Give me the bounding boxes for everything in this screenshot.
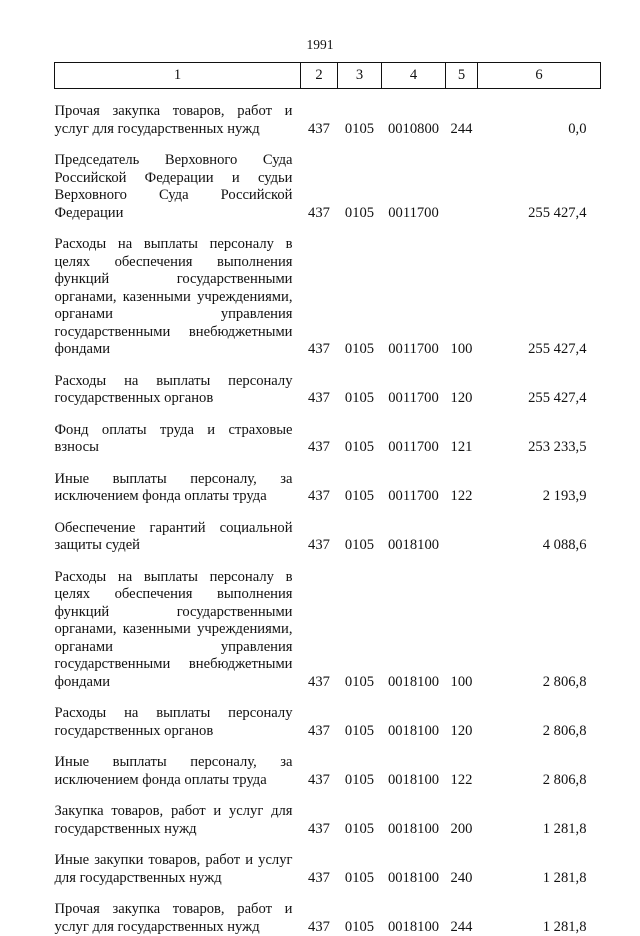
row-name-line: Прочая закупка товаров, работ и bbox=[55, 901, 293, 917]
page-number: 1991 bbox=[0, 37, 640, 53]
row-name bbox=[55, 852, 301, 887]
row-section-code: 0105 bbox=[338, 152, 382, 222]
row-name-line: Прочая закупка товаров, работ и bbox=[55, 103, 293, 119]
row-section-code: 0105 bbox=[338, 422, 382, 457]
column-header-6: 6 bbox=[478, 63, 601, 89]
row-name-line: управления государственными bbox=[55, 639, 293, 673]
column-header-3: 3 bbox=[338, 63, 382, 89]
row-section-code: 0105 bbox=[338, 520, 382, 555]
table-header-row bbox=[55, 63, 601, 89]
row-name-line: целях обеспечения выполнения bbox=[55, 254, 293, 270]
row-name-line: государственных нужд bbox=[55, 821, 197, 837]
row-target-code: 0018100 bbox=[382, 520, 446, 555]
row-ministry-code: 437 bbox=[301, 803, 338, 838]
row-spacer bbox=[55, 408, 601, 422]
row-spacer bbox=[55, 740, 601, 754]
table-row bbox=[55, 373, 601, 408]
row-expense-code: 121 bbox=[446, 422, 478, 457]
column-header-1: 1 bbox=[55, 63, 301, 89]
row-name-line: Расходы на выплаты персоналу в bbox=[55, 569, 293, 585]
row-name bbox=[55, 471, 301, 506]
row-name bbox=[55, 705, 301, 740]
row-name bbox=[55, 422, 301, 457]
row-expense-code: 244 bbox=[446, 901, 478, 936]
row-ministry-code: 437 bbox=[301, 422, 338, 457]
row-name-line: Обеспечение гарантий социальной bbox=[55, 520, 293, 536]
row-name-line: Расходы на выплаты персоналу в bbox=[55, 236, 293, 252]
row-ministry-code: 437 bbox=[301, 520, 338, 555]
row-name bbox=[55, 152, 301, 222]
row-target-code: 0018100 bbox=[382, 803, 446, 838]
row-expense-code: 122 bbox=[446, 471, 478, 506]
row-expense-code: 120 bbox=[446, 373, 478, 408]
row-name-line: Расходы на выплаты персоналу bbox=[55, 373, 293, 389]
row-name-line: Председатель Верховного Суда bbox=[55, 152, 293, 168]
row-section-code: 0105 bbox=[338, 705, 382, 740]
row-spacer bbox=[55, 457, 601, 471]
row-ministry-code: 437 bbox=[301, 901, 338, 936]
row-expense-code: 100 bbox=[446, 236, 478, 359]
row-target-code: 0018100 bbox=[382, 705, 446, 740]
table-body bbox=[55, 89, 601, 936]
row-name bbox=[55, 803, 301, 838]
row-target-code: 0018100 bbox=[382, 852, 446, 887]
row-amount: 255 427,4 bbox=[478, 236, 601, 359]
row-name-line: государственных органов bbox=[55, 723, 214, 739]
row-amount: 2 806,8 bbox=[478, 569, 601, 692]
row-name-line: органами, казенными bbox=[55, 621, 191, 637]
row-amount: 2 806,8 bbox=[478, 705, 601, 740]
row-target-code: 0018100 bbox=[382, 569, 446, 692]
row-name-line: внебюджетными фондами bbox=[55, 324, 293, 358]
row-section-code: 0105 bbox=[338, 373, 382, 408]
row-expense-code bbox=[446, 152, 478, 222]
row-amount: 4 088,6 bbox=[478, 520, 601, 555]
row-spacer bbox=[55, 691, 601, 705]
row-name-line: исключением фонда оплаты труда bbox=[55, 488, 267, 504]
row-amount: 255 427,4 bbox=[478, 152, 601, 222]
row-ministry-code: 437 bbox=[301, 754, 338, 789]
table-row bbox=[55, 236, 601, 359]
row-target-code: 0011700 bbox=[382, 422, 446, 457]
row-ministry-code: 437 bbox=[301, 705, 338, 740]
row-target-code: 0011700 bbox=[382, 373, 446, 408]
row-target-code: 0018100 bbox=[382, 754, 446, 789]
row-name-line: Федерации bbox=[55, 205, 124, 221]
row-spacer bbox=[55, 89, 601, 104]
table-row bbox=[55, 803, 601, 838]
row-spacer bbox=[55, 222, 601, 236]
row-section-code: 0105 bbox=[338, 901, 382, 936]
row-ministry-code: 437 bbox=[301, 373, 338, 408]
row-name-line: Иные закупки товаров, работ и услуг bbox=[55, 852, 293, 868]
row-name bbox=[55, 754, 301, 789]
row-amount: 1 281,8 bbox=[478, 803, 601, 838]
row-amount: 2 806,8 bbox=[478, 754, 601, 789]
row-name-line: Российской Федерации и судьи bbox=[55, 170, 293, 186]
row-name-line: учреждениями, органами bbox=[55, 289, 293, 323]
row-name-line: Иные выплаты персоналу, за bbox=[55, 754, 293, 770]
row-amount: 0,0 bbox=[478, 103, 601, 138]
row-name-line: услуг для государственных нужд bbox=[55, 121, 260, 137]
row-expense-code bbox=[446, 520, 478, 555]
row-ministry-code: 437 bbox=[301, 569, 338, 692]
row-name-line: исключением фонда оплаты труда bbox=[55, 772, 267, 788]
row-name-line: услуг для государственных нужд bbox=[55, 919, 260, 935]
row-name-line: взносы bbox=[55, 439, 99, 455]
row-name-line: управления государственными bbox=[55, 306, 293, 340]
row-expense-code: 120 bbox=[446, 705, 478, 740]
table-row bbox=[55, 471, 601, 506]
table-row bbox=[55, 103, 601, 138]
column-header-5: 5 bbox=[446, 63, 478, 89]
row-spacer bbox=[55, 506, 601, 520]
row-ministry-code: 437 bbox=[301, 236, 338, 359]
row-name-line: функций государственными bbox=[55, 604, 293, 620]
table-row bbox=[55, 569, 601, 692]
row-section-code: 0105 bbox=[338, 569, 382, 692]
row-name-line: органами, казенными bbox=[55, 289, 191, 305]
row-expense-code: 244 bbox=[446, 103, 478, 138]
row-name bbox=[55, 373, 301, 408]
row-spacer bbox=[55, 555, 601, 569]
row-name-line: Фонд оплаты труда и страховые bbox=[55, 422, 293, 438]
row-spacer bbox=[55, 789, 601, 803]
row-amount: 255 427,4 bbox=[478, 373, 601, 408]
row-section-code: 0105 bbox=[338, 103, 382, 138]
row-target-code: 0011700 bbox=[382, 471, 446, 506]
row-name-line: внебюджетными фондами bbox=[55, 656, 293, 690]
row-name-line: учреждениями, органами bbox=[55, 621, 293, 655]
row-spacer bbox=[55, 138, 601, 152]
row-spacer bbox=[55, 359, 601, 373]
row-section-code: 0105 bbox=[338, 236, 382, 359]
row-section-code: 0105 bbox=[338, 471, 382, 506]
row-name bbox=[55, 520, 301, 555]
row-amount: 1 281,8 bbox=[478, 852, 601, 887]
table-row bbox=[55, 852, 601, 887]
table-row bbox=[55, 520, 601, 555]
row-spacer bbox=[55, 838, 601, 852]
row-target-code: 0011700 bbox=[382, 152, 446, 222]
row-name-line: функций государственными bbox=[55, 271, 293, 287]
row-spacer bbox=[55, 887, 601, 901]
row-expense-code: 100 bbox=[446, 569, 478, 692]
table-row bbox=[55, 901, 601, 936]
row-target-code: 0018100 bbox=[382, 901, 446, 936]
column-header-2: 2 bbox=[301, 63, 338, 89]
row-name bbox=[55, 103, 301, 138]
budget-table bbox=[54, 62, 601, 936]
table-row bbox=[55, 754, 601, 789]
row-ministry-code: 437 bbox=[301, 103, 338, 138]
row-name-line: Расходы на выплаты персоналу bbox=[55, 705, 293, 721]
row-ministry-code: 437 bbox=[301, 852, 338, 887]
row-ministry-code: 437 bbox=[301, 471, 338, 506]
row-amount: 253 233,5 bbox=[478, 422, 601, 457]
row-name bbox=[55, 569, 301, 692]
row-name-line: для государственных нужд bbox=[55, 870, 222, 886]
column-header-4: 4 bbox=[382, 63, 446, 89]
row-section-code: 0105 bbox=[338, 803, 382, 838]
row-amount: 2 193,9 bbox=[478, 471, 601, 506]
row-name-line: государственных органов bbox=[55, 390, 214, 406]
row-amount: 1 281,8 bbox=[478, 901, 601, 936]
table-row bbox=[55, 152, 601, 222]
table-row bbox=[55, 705, 601, 740]
row-section-code: 0105 bbox=[338, 754, 382, 789]
row-name-line: целях обеспечения выполнения bbox=[55, 586, 293, 602]
row-name-line: защиты судей bbox=[55, 537, 141, 553]
row-name bbox=[55, 901, 301, 936]
table-row bbox=[55, 422, 601, 457]
row-target-code: 0011700 bbox=[382, 236, 446, 359]
row-name-line: Закупка товаров, работ и услуг для bbox=[55, 803, 293, 819]
row-expense-code: 240 bbox=[446, 852, 478, 887]
row-ministry-code: 437 bbox=[301, 152, 338, 222]
row-target-code: 0010800 bbox=[382, 103, 446, 138]
row-name bbox=[55, 236, 301, 359]
row-section-code: 0105 bbox=[338, 852, 382, 887]
row-name-line: Верховного Суда Российской bbox=[55, 187, 293, 203]
row-name-line: Иные выплаты персоналу, за bbox=[55, 471, 293, 487]
row-expense-code: 200 bbox=[446, 803, 478, 838]
row-expense-code: 122 bbox=[446, 754, 478, 789]
